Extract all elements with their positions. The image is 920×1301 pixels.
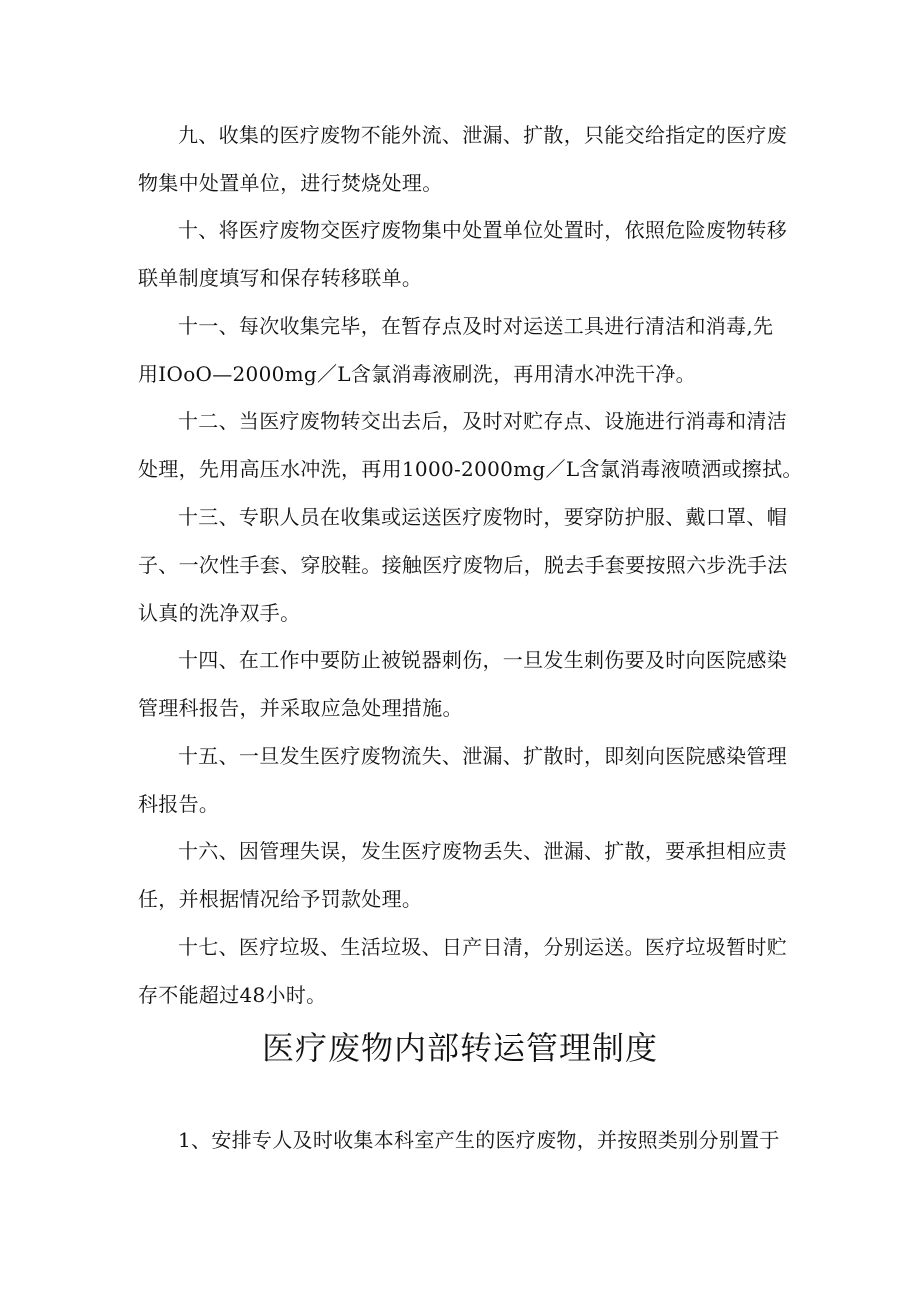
paragraph-item-15 <box>138 732 786 828</box>
paragraph-item-17 <box>138 923 786 1019</box>
paragraph-line: 科报告。 <box>138 792 220 816</box>
paragraph-item-9 <box>138 111 786 207</box>
paragraph-line: 处理，先用高压水冲洗，再用1000-2000mg／L含氯消毒液喷洒或擦拭。 <box>138 457 803 481</box>
paragraph-line: 十、将医疗废物交医疗废物集中处置单位处置时，依照危险废物转移 <box>178 218 787 242</box>
paragraph-line: 认真的洗净双手。 <box>138 601 301 625</box>
paragraph-item-13 <box>138 493 786 637</box>
paragraph-line: 十五、一旦发生医疗废物流失、泄漏、扩散时，即刻向医院感染管理 <box>178 744 787 768</box>
section-paragraph-1 <box>138 1116 786 1164</box>
paragraph-line: 十四、在工作中要防止被锐器刺伤，一旦发生刺伤要及时向医院感染 <box>178 648 787 672</box>
paragraph-line: 1、安排专人及时收集本科室产生的医疗废物，并按照类别分别置于 <box>178 1128 780 1152</box>
paragraph-item-10 <box>138 206 786 302</box>
paragraph-line: 十六、因管理失误，发生医疗废物丢失、泄漏、扩散，要承担相应责 <box>178 839 787 863</box>
paragraph-line: 任，并根据情况给予罚款处理。 <box>138 887 423 911</box>
paragraph-item-14 <box>138 636 786 732</box>
paragraph-line: 管理科报告，并采取应急处理措施。 <box>138 696 463 720</box>
paragraph-line: 用IOoO—2000mg／L含氯消毒液刷洗，再用清水冲洗干净。 <box>138 362 696 386</box>
paragraph-line: 十一、每次收集完毕，在暂存点及时对运送工具进行清洁和消毒,先 <box>178 314 774 338</box>
paragraph-item-12 <box>138 397 803 493</box>
paragraph-line: 物集中处置单位，进行焚烧处理。 <box>138 171 443 195</box>
paragraph-line: 子、一次性手套、穿胶鞋。接触医疗废物后，脱去手套要按照六步洗手法 <box>138 553 788 577</box>
paragraph-item-16 <box>138 827 786 923</box>
paragraph-line: 九、收集的医疗废物不能外流、泄漏、扩散，只能交给指定的医疗废 <box>178 123 787 147</box>
paragraph-item-11 <box>138 302 786 398</box>
paragraph-line: 十七、医疗垃圾、生活垃圾、日产日清，分别运送。医疗垃圾暂时贮 <box>178 935 787 959</box>
paragraph-line: 十二、当医疗废物转交出去后，及时对贮存点、设施进行消毒和清洁 <box>178 409 787 433</box>
section-title: 医疗废物内部转运管理制度 <box>261 1029 658 1067</box>
paragraph-line: 联单制度填写和保存转移联单。 <box>138 266 423 290</box>
paragraph-line: 十三、专职人员在收集或运送医疗废物时，要穿防护服、戴口罩、帽 <box>178 505 787 529</box>
paragraph-line: 存不能超过48小时。 <box>138 983 327 1007</box>
